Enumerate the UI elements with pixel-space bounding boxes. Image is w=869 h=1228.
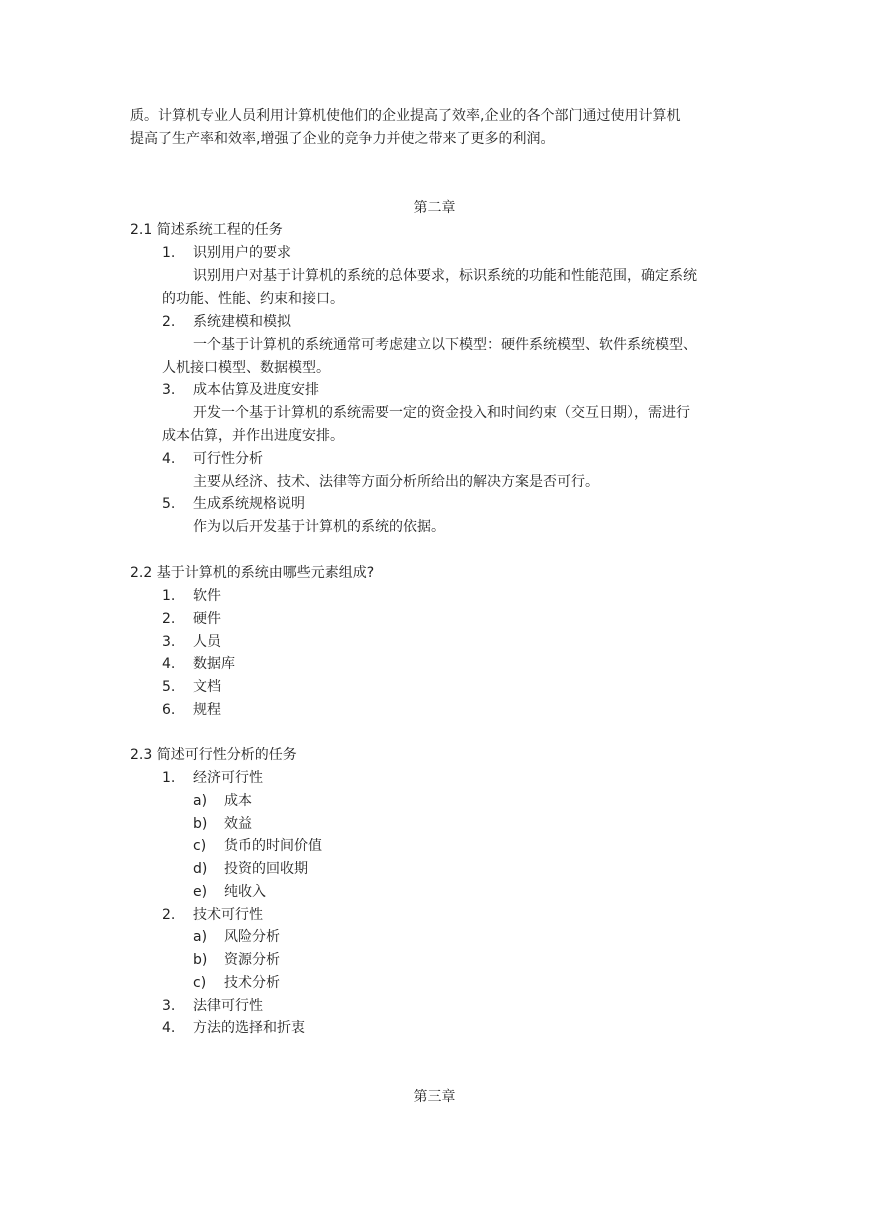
list-item-desc: 作为以后开发基于计算机的系统的依据。 — [193, 519, 445, 535]
list-number: 4. — [162, 656, 176, 672]
list-item-desc: 主要从经济、技术、法律等方面分析所给出的解决方案是否可行。 — [193, 474, 599, 490]
chapter-3-title: 第三章 — [413, 1089, 456, 1105]
sub-list-item: 资源分析 — [224, 952, 280, 968]
list-number: 4. — [162, 1020, 176, 1036]
list-number: 5. — [162, 496, 176, 512]
list-item-title: 生成系统规格说明 — [193, 496, 305, 512]
list-item: 方法的选择和折衷 — [193, 1020, 305, 1036]
list-item-desc: 开发一个基于计算机的系统需要一定的资金投入和时间约束（交互日期），需进行 — [193, 405, 690, 421]
chapter-2-title: 第二章 — [413, 200, 456, 216]
sub-list-letter: b) — [193, 952, 208, 968]
list-item: 文档 — [193, 679, 221, 695]
list-item: 法律可行性 — [193, 998, 263, 1014]
list-item-title: 成本估算及进度安排 — [193, 382, 319, 398]
sub-list-letter: a) — [193, 929, 208, 945]
list-item: 技术可行性 — [193, 907, 263, 923]
sub-list-item: 效益 — [224, 816, 252, 832]
sub-list-letter: d) — [193, 861, 208, 877]
list-item-desc: 的功能、性能、约束和接口。 — [162, 291, 344, 307]
list-item: 规程 — [193, 702, 221, 718]
list-number: 2. — [162, 907, 176, 923]
section-2-1-heading: 2.1 简述系统工程的任务 — [130, 222, 283, 238]
list-item: 数据库 — [193, 656, 235, 672]
list-item: 硬件 — [193, 611, 221, 627]
list-number: 2. — [162, 611, 176, 627]
section-2-3-heading: 2.3 简述可行性分析的任务 — [130, 747, 297, 763]
list-item: 软件 — [193, 588, 221, 604]
list-item-title: 系统建模和模拟 — [193, 314, 291, 330]
list-item-title: 识别用户的要求 — [193, 245, 291, 261]
sub-list-letter: c) — [193, 975, 207, 991]
list-number: 5. — [162, 679, 176, 695]
list-item-desc: 识别用户对基于计算机的系统的总体要求，标识系统的功能和性能范围，确定系统 — [193, 268, 697, 284]
section-2-2-heading: 2.2 基于计算机的系统由哪些元素组成? — [130, 565, 375, 581]
list-number: 1. — [162, 588, 176, 604]
list-item-title: 可行性分析 — [193, 451, 263, 467]
sub-list-item: 成本 — [224, 793, 252, 809]
list-item: 经济可行性 — [193, 770, 263, 786]
list-number: 3. — [162, 634, 176, 650]
sub-list-item: 纯收入 — [224, 884, 266, 900]
intro-line-2: 提高了生产率和效率,增强了企业的竞争力并使之带来了更多的利润。 — [130, 131, 555, 147]
list-number: 4. — [162, 451, 176, 467]
sub-list-item: 技术分析 — [224, 975, 280, 991]
list-number: 6. — [162, 702, 176, 718]
list-item: 人员 — [193, 634, 221, 650]
sub-list-letter: e) — [193, 884, 208, 900]
sub-list-letter: c) — [193, 838, 207, 854]
sub-list-letter: a) — [193, 793, 208, 809]
list-number: 1. — [162, 770, 176, 786]
list-number: 3. — [162, 382, 176, 398]
sub-list-item: 投资的回收期 — [224, 861, 308, 877]
list-item-desc: 人机接口模型、数据模型。 — [162, 360, 330, 376]
list-number: 1. — [162, 245, 176, 261]
list-number: 2. — [162, 314, 176, 330]
sub-list-item: 货币的时间价值 — [224, 838, 322, 854]
list-number: 3. — [162, 998, 176, 1014]
sub-list-item: 风险分析 — [224, 929, 280, 945]
sub-list-letter: b) — [193, 816, 208, 832]
intro-line-1: 质。计算机专业人员利用计算机使他们的企业提高了效率,企业的各个部门通过使用计算机 — [130, 108, 681, 124]
list-item-desc: 成本估算，并作出进度安排。 — [162, 428, 344, 444]
list-item-desc: 一个基于计算机的系统通常可考虑建立以下模型：硬件系统模型、软件系统模型、 — [193, 337, 697, 353]
